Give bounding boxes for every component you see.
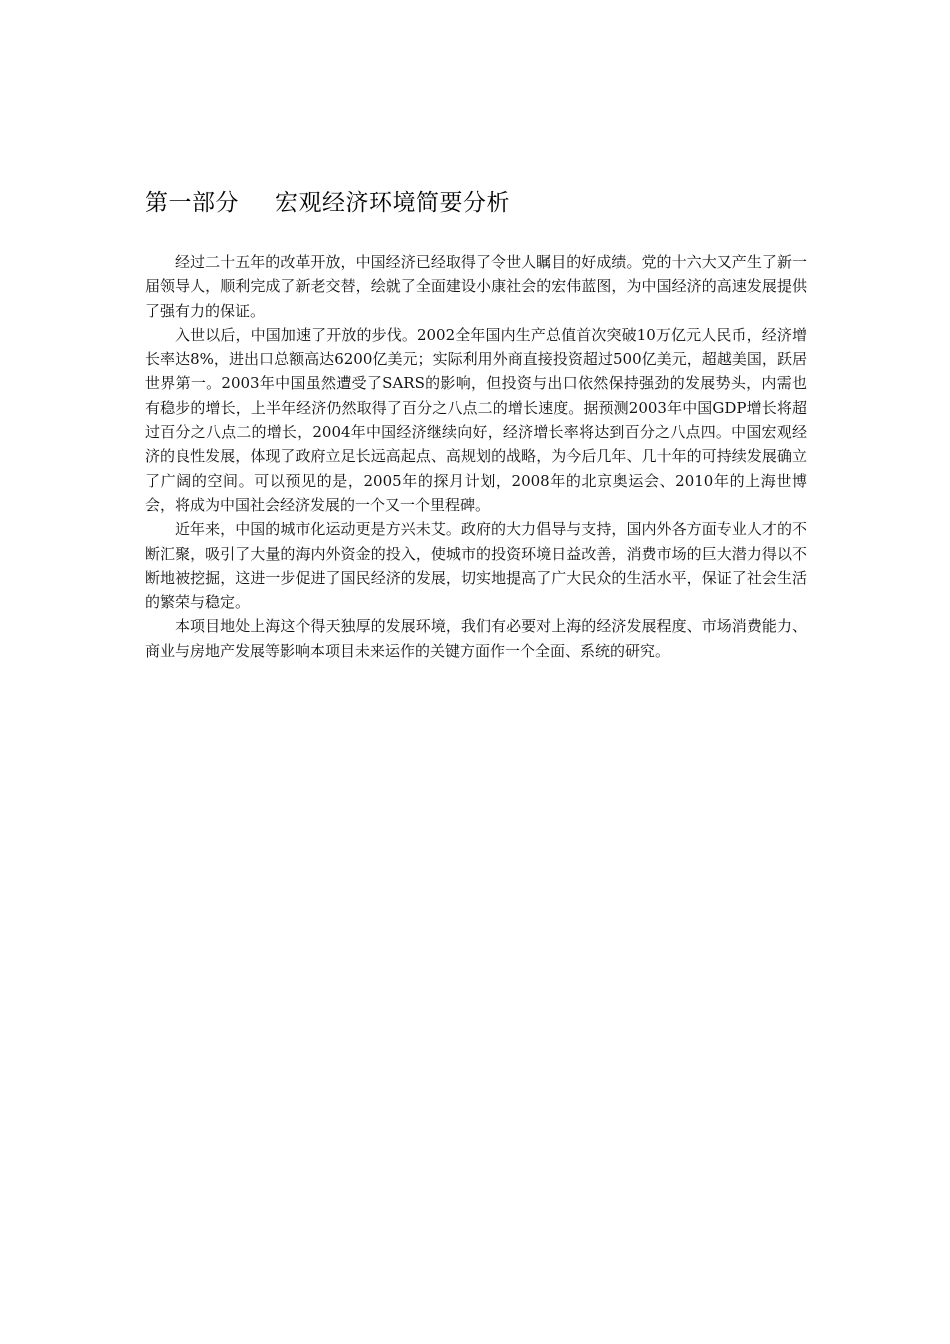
paragraph-wto-economy: 入世以后，中国加速了开放的步伐。2002全年国内生产总值首次突破10万亿元人民币，经济增长率达8%，进出口总额高达6200亿美元；实际利用外商直接投资超过500亿美元，超越美国，跃居世界第一。2003年中国虽然遭受了SARS的影响，但投资与出口依然保持强劲的发展势头，内需也有稳步的增长，上半年经济仍然取得了百分之八点二的增长速度。据预测2003年中国GDP增长将超过百分之八点二的增长，2004年中国经济继续向好，经济增长率将达到百分之八点四。中国宏观经济的良性发展，体现了政府立足长远高起点、高规划的战略，为今后几年、几十年的可持续发展确立了广阔的空间。可以预见的是，2005年的探月计划，2008年的北京奥运会、2010年的上海世博会，将成为中国社会经济发展的一个又一个里程碑。 — [145, 325, 807, 514]
section-heading — [145, 184, 510, 217]
section-part-label: 第一部分 — [145, 190, 239, 216]
paragraph-reform-achievements: 经过二十五年的改革开放，中国经济已经取得了令世人瞩目的好成绩。党的十六大又产生了新一届领导人，顺利完成了新老交替，绘就了全面建设小康社会的宏伟蓝图，为中国经济的高速发展提供了强有力的保证。 — [145, 253, 807, 320]
paragraph-project-location: 本项目地处上海这个得天独厚的发展环境，我们有必要对上海的经济发展程度、市场消费能力、商业与房地产发展等影响本项目未来运作的关键方面作一个全面、系统的研究。 — [145, 617, 807, 660]
section-body — [145, 250, 807, 663]
section-title: 宏观经济环境简要分析 — [275, 190, 510, 216]
paragraph-urbanization: 近年来，中国的城市化运动更是方兴未艾。政府的大力倡导与支持，国内外各方面专业人才的不断汇聚，吸引了大量的海内外资金的投入，使城市的投资环境日益改善，消费市场的巨大潜力得以不断地被挖掘，这进一步促进了国民经济的发展，切实地提高了广大民众的生活水平，保证了社会生活的繁荣与稳定。 — [145, 520, 807, 612]
